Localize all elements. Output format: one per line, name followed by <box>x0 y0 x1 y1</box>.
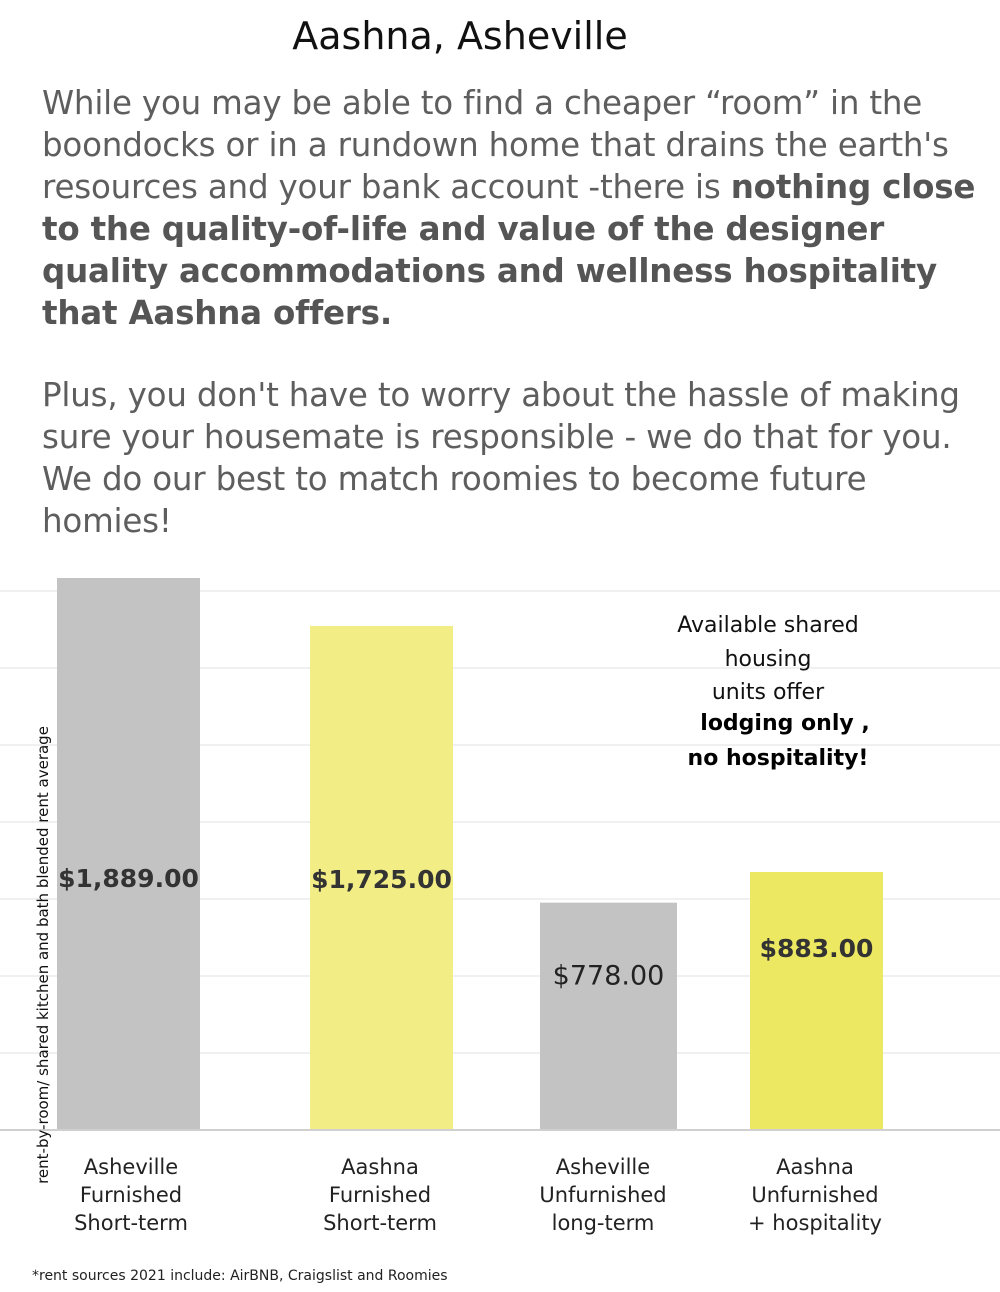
annotation-line: units offer <box>711 680 825 705</box>
category-label <box>323 1155 437 1235</box>
category-labels <box>74 1155 882 1235</box>
bar <box>540 903 677 1130</box>
category-label-line: Asheville <box>83 1155 179 1179</box>
category-label-line: Aashna <box>776 1155 854 1179</box>
bar <box>57 578 200 1130</box>
annotation-line: housing <box>724 647 812 672</box>
annotation-bold-line: lodging only , <box>700 711 870 736</box>
rent-bar-chart <box>0 560 1000 1260</box>
value-label: $778.00 <box>552 960 665 992</box>
category-label-line: Short-term <box>74 1211 188 1235</box>
category-label-line: Asheville <box>555 1155 651 1179</box>
category-label-line: Aashna <box>341 1155 419 1179</box>
category-label <box>748 1155 882 1235</box>
value-label: $1,725.00 <box>311 865 452 895</box>
category-label-line: + hospitality <box>748 1211 882 1235</box>
intro-bold-text: nothing close to the quality-of-life and value of the designer quality accommodations and wellness hospitality that Aashna offers. <box>42 168 976 332</box>
annotation-bold-line: no hospitality! <box>687 746 869 771</box>
bar <box>750 872 883 1130</box>
category-label-line: Short-term <box>323 1211 437 1235</box>
category-label <box>74 1155 188 1235</box>
intro-paragraph <box>42 82 982 334</box>
category-label-line: long-term <box>551 1211 655 1235</box>
page-title: Aashna, Asheville <box>292 14 628 58</box>
value-label: $883.00 <box>759 934 874 964</box>
annotation-line: Available shared <box>677 613 859 638</box>
category-label-line: Unfurnished <box>751 1183 879 1207</box>
category-label-line: Furnished <box>79 1183 183 1207</box>
category-label <box>539 1155 666 1235</box>
housemate-paragraph: Plus, you don't have to worry about the hassle of making sure your housemate is responsible - we do that for you. We do our best to match roomies to become future homies! <box>42 376 960 540</box>
annotation <box>677 613 869 771</box>
category-label-line: Unfurnished <box>539 1183 667 1207</box>
value-label: $1,889.00 <box>58 864 199 894</box>
category-label-line: Furnished <box>328 1183 432 1207</box>
intro-text: While you may be able to find a cheaper “room” in the boondocks or in a rundown home that drains the earth's resources and your bank account -there is <box>42 84 949 206</box>
footnote: *rent sources 2021 include: AirBNB, Craigslist and Roomies <box>32 1268 448 1284</box>
y-axis-label: rent-by-room/ shared kitchen and bath blended rent average <box>34 726 52 1184</box>
